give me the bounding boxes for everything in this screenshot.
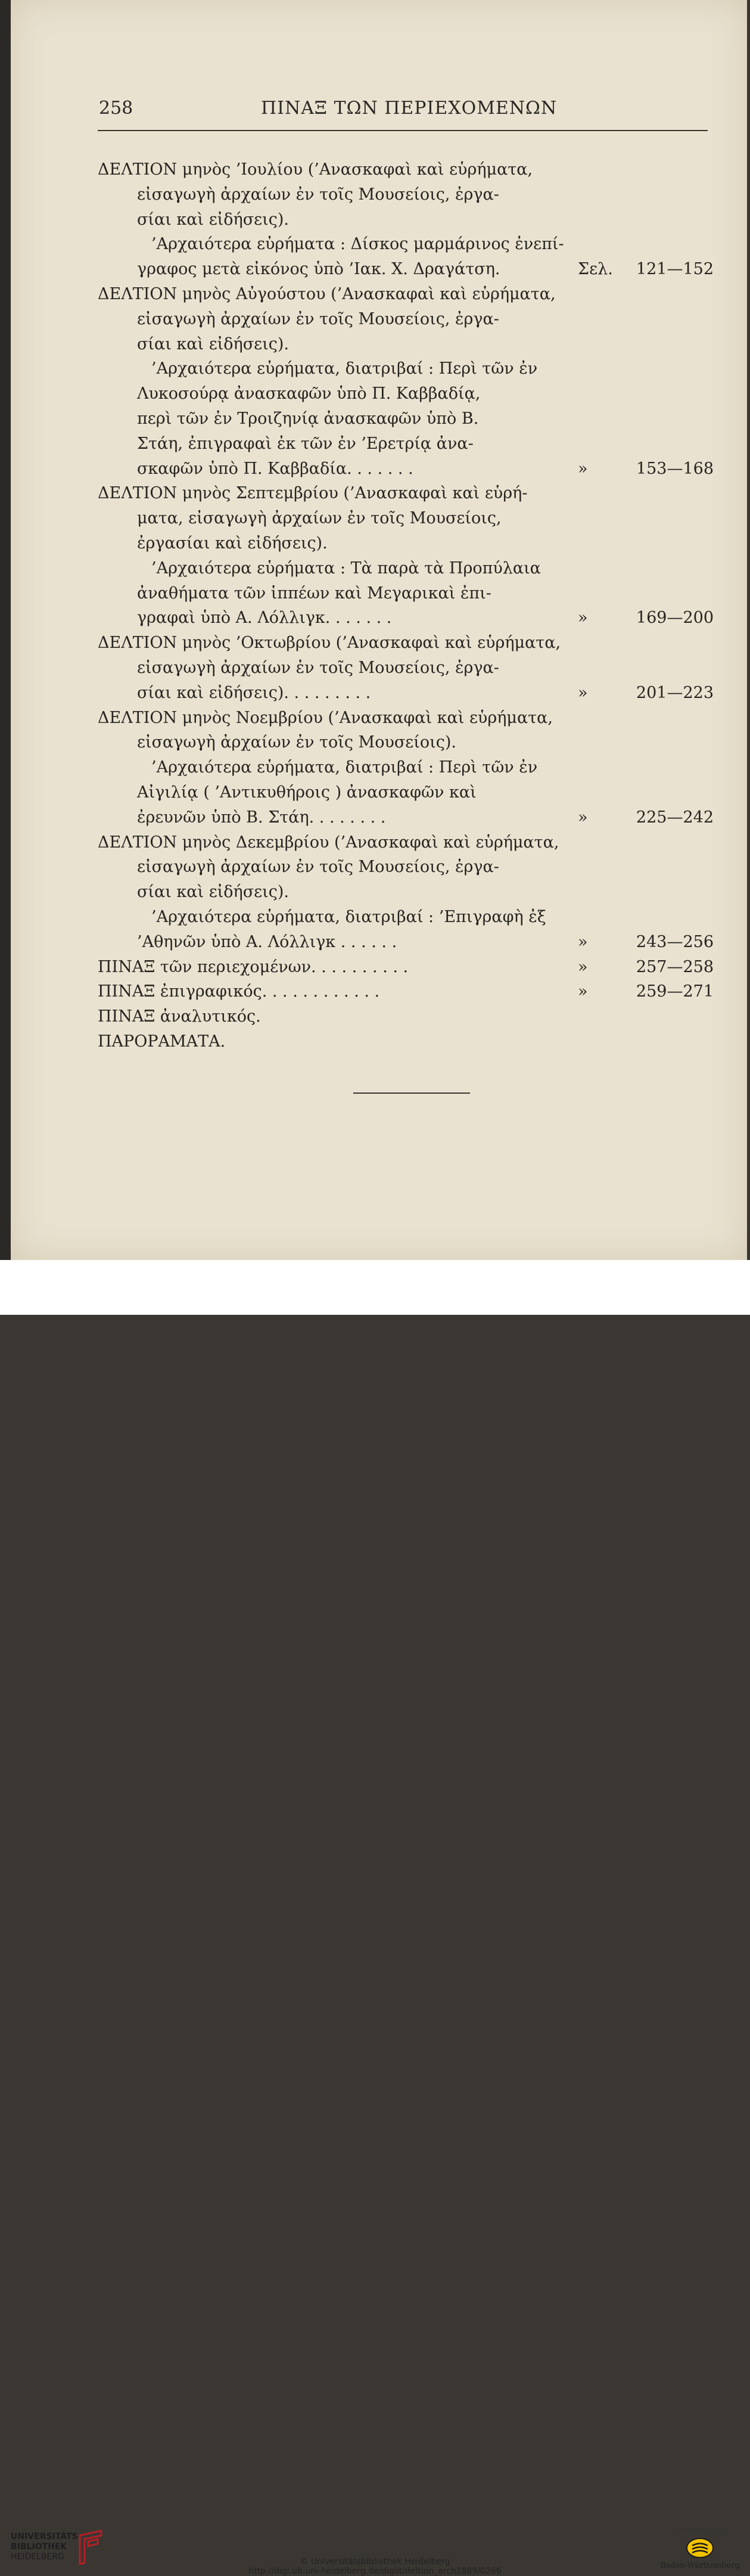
toc-entry-text: σίαι καὶ εἰδήσεις).: [137, 335, 289, 353]
toc-page-range: 121—152: [636, 260, 714, 278]
page-number: 258: [99, 98, 133, 119]
toc-entry-text: Στάη, ἐπιγραφαὶ ἐκ τῶν ἐν ’Ερετρίᾳ ἀνα-: [137, 434, 474, 453]
toc-entry-text: ἐρευνῶν ὑπὸ Β. Στάη. . . . . . . .: [137, 808, 386, 827]
toc-entry-text: ΔΕΛΤΙΟΝ μηνὸς Αὐγούστου (’Ανασκαφαὶ καὶ εὑρήματα,: [98, 285, 556, 303]
toc-entry-text: εἰσαγωγὴ ἀρχαίων ἐν τοῖς Μουσείοις, ἐργα-: [137, 185, 499, 204]
toc-entry-text: ’Αρχαιότερα εὑρήματα : Τὰ παρὰ τὰ Προπύλαια: [151, 559, 541, 578]
toc-entry-text: Αἰγιλίᾳ ( ’Αντικυθήροις ) ἀνασκαφῶν καὶ: [137, 783, 477, 802]
copyright-notice: [0, 2557, 750, 2576]
toc-entry-text: σίαι καὶ εἰδήσεις). . . . . . . . .: [137, 684, 371, 702]
toc-entry-text: ΔΕΛΤΙΟΝ μηνὸς ’Ιουλίου (’Ανασκαφαὶ καὶ εὑρήματα,: [98, 160, 533, 179]
toc-page-range: 169—200: [636, 609, 714, 627]
toc-entry-text: σίαι καὶ εἰδήσεις).: [137, 210, 289, 229]
toc-entry-text: ’Αρχαιότερα εὑρήματα, διατριβαί : ’Επιγραφὴ ἐξ: [151, 908, 546, 926]
library-logo-line: UNIVERSITÄTS-: [11, 2532, 82, 2541]
toc-page-marker: »: [578, 460, 588, 478]
toc-entry-text: ἐργασίαι καὶ εἰδήσεις).: [137, 534, 328, 553]
toc-entry-text: ΔΕΛΤΙΟΝ μηνὸς Δεκεμβρίου (’Ανασκαφαὶ καὶ εὑρήματα,: [98, 833, 559, 852]
header-rule: [98, 130, 708, 131]
toc-page-marker: »: [578, 958, 588, 976]
toc-entry-text: εἰσαγωγὴ ἀρχαίων ἐν τοῖς Μουσείοις, ἐργα-: [137, 659, 499, 677]
toc-page-marker: »: [578, 609, 588, 627]
library-logo-line: HEIDELBERG: [11, 2552, 64, 2562]
toc-entry-text: σκαφῶν ὑπὸ Π. Καββαδία. . . . . . .: [137, 460, 413, 478]
end-rule: [353, 1093, 470, 1094]
footer-bar: [0, 1260, 750, 2576]
toc-page-range: 201—223: [636, 684, 714, 702]
toc-entry-text: ΔΕΛΤΙΟΝ μηνὸς Νοεμβρίου (’Ανασκαφαὶ καὶ εὑρήματα,: [98, 709, 553, 727]
toc-entry-text: ’Αρχαιότερα εὑρήματα, διατριβαί : Περὶ τῶν ἐν: [151, 359, 538, 378]
toc-entry-text: Λυκοσούρᾳ ἀνασκαφῶν ὑπὸ Π. Καββαδίᾳ,: [137, 384, 481, 403]
toc-page-range: 243—256: [636, 933, 714, 951]
toc-page-marker: »: [578, 933, 588, 951]
toc-entry-text: γραφαὶ ὑπὸ Α. Λόλλιγκ. . . . . . .: [137, 609, 392, 627]
toc-entry-text: ’Αθηνῶν ὑπὸ Α. Λόλλιγκ . . . . . .: [137, 933, 397, 951]
funding-label: gefördert durch: [674, 2527, 726, 2534]
toc-entry-text: ἀναθήματα τῶν ἱππέων καὶ Μεγαρικαὶ ἐπι-: [137, 584, 491, 603]
toc-page-range: 225—242: [636, 808, 714, 827]
toc-entry-text: ’Αρχαιότερα εὑρήματα : Δίσκος μαρμάρινος ἐνεπί-: [151, 235, 564, 253]
toc-page-marker: »: [578, 808, 588, 827]
toc-entry-text: ΠΑΡΟΡΑΜΑΤΑ.: [98, 1032, 226, 1051]
toc-page-range: 259—271: [636, 982, 714, 1001]
toc-entry-text: ματα, εἰσαγωγὴ ἀρχαίων ἐν τοῖς Μουσείοις,: [137, 509, 502, 527]
toc-page-range: 257—258: [636, 958, 714, 976]
toc-page-marker: »: [578, 982, 588, 1001]
toc-entry-text: ΠΙΝΑΞ τῶν περιεχομένων. . . . . . . . . .: [98, 958, 409, 976]
toc-page-marker: Σελ.: [578, 260, 613, 278]
scan-left-edge: [0, 0, 11, 1260]
running-title: ΠΙΝΑΞ ΤΩΝ ΠΕΡΙΕΧΟΜΕΝΩΝ: [261, 98, 558, 119]
toc-entry-text: ΔΕΛΤΙΟΝ μηνὸς Σεπτεμβρίου (’Ανασκαφαὶ καὶ εὑρή-: [98, 484, 528, 502]
toc-entry-text: περὶ τῶν ἐν Τροιζηνίᾳ ἀνασκαφῶν ὑπὸ Β.: [137, 409, 479, 428]
book-page: [11, 0, 747, 1260]
toc-entry-text: ’Αρχαιότερα εὑρήματα, διατριβαί : Περὶ τῶν ἐν: [151, 758, 538, 777]
toc-page-range: 153—168: [636, 460, 714, 478]
toc-entry-text: γραφος μετὰ εἰκόνος ὑπὸ ’Ιακ. Χ. Δραγάτση.: [137, 260, 500, 278]
toc-page-marker: »: [578, 684, 588, 702]
source-url-link[interactable]: http://digi.ub.uni-heidelberg.de/diglit/deltion_arch1889/0266: [248, 2566, 502, 2576]
funder-name: Baden-Württemberg: [660, 2561, 740, 2570]
library-logo-line: BIBLIOTHEK: [11, 2542, 67, 2552]
toc-entry-text: εἰσαγωγὴ ἀρχαίων ἐν τοῖς Μουσείοις, ἐργα-: [137, 858, 499, 876]
toc-entry-text: ΠΙΝΑΞ ἐπιγραφικός. . . . . . . . . . . .: [98, 982, 380, 1001]
toc-entry-text: ΠΙΝΑΞ ἀναλυτικός.: [98, 1007, 261, 1026]
copyright-text: © Universitätsbibliothek Heidelberg: [300, 2557, 450, 2566]
toc-entry-text: σίαι καὶ εἰδήσεις).: [137, 883, 289, 901]
baden-wuerttemberg-emblem-icon: [685, 2537, 715, 2559]
toc-entry-text: εἰσαγωγὴ ἀρχαίων ἐν τοῖς Μουσείοις).: [137, 733, 456, 752]
toc-entry-text: εἰσαγωγὴ ἀρχαίων ἐν τοῖς Μουσείοις, ἐργα-: [137, 310, 499, 328]
toc-entry-text: ΔΕΛΤΙΟΝ μηνὸς ’Οκτωβρίου (’Ανασκαφαὶ καὶ εὑρήματα,: [98, 634, 561, 652]
